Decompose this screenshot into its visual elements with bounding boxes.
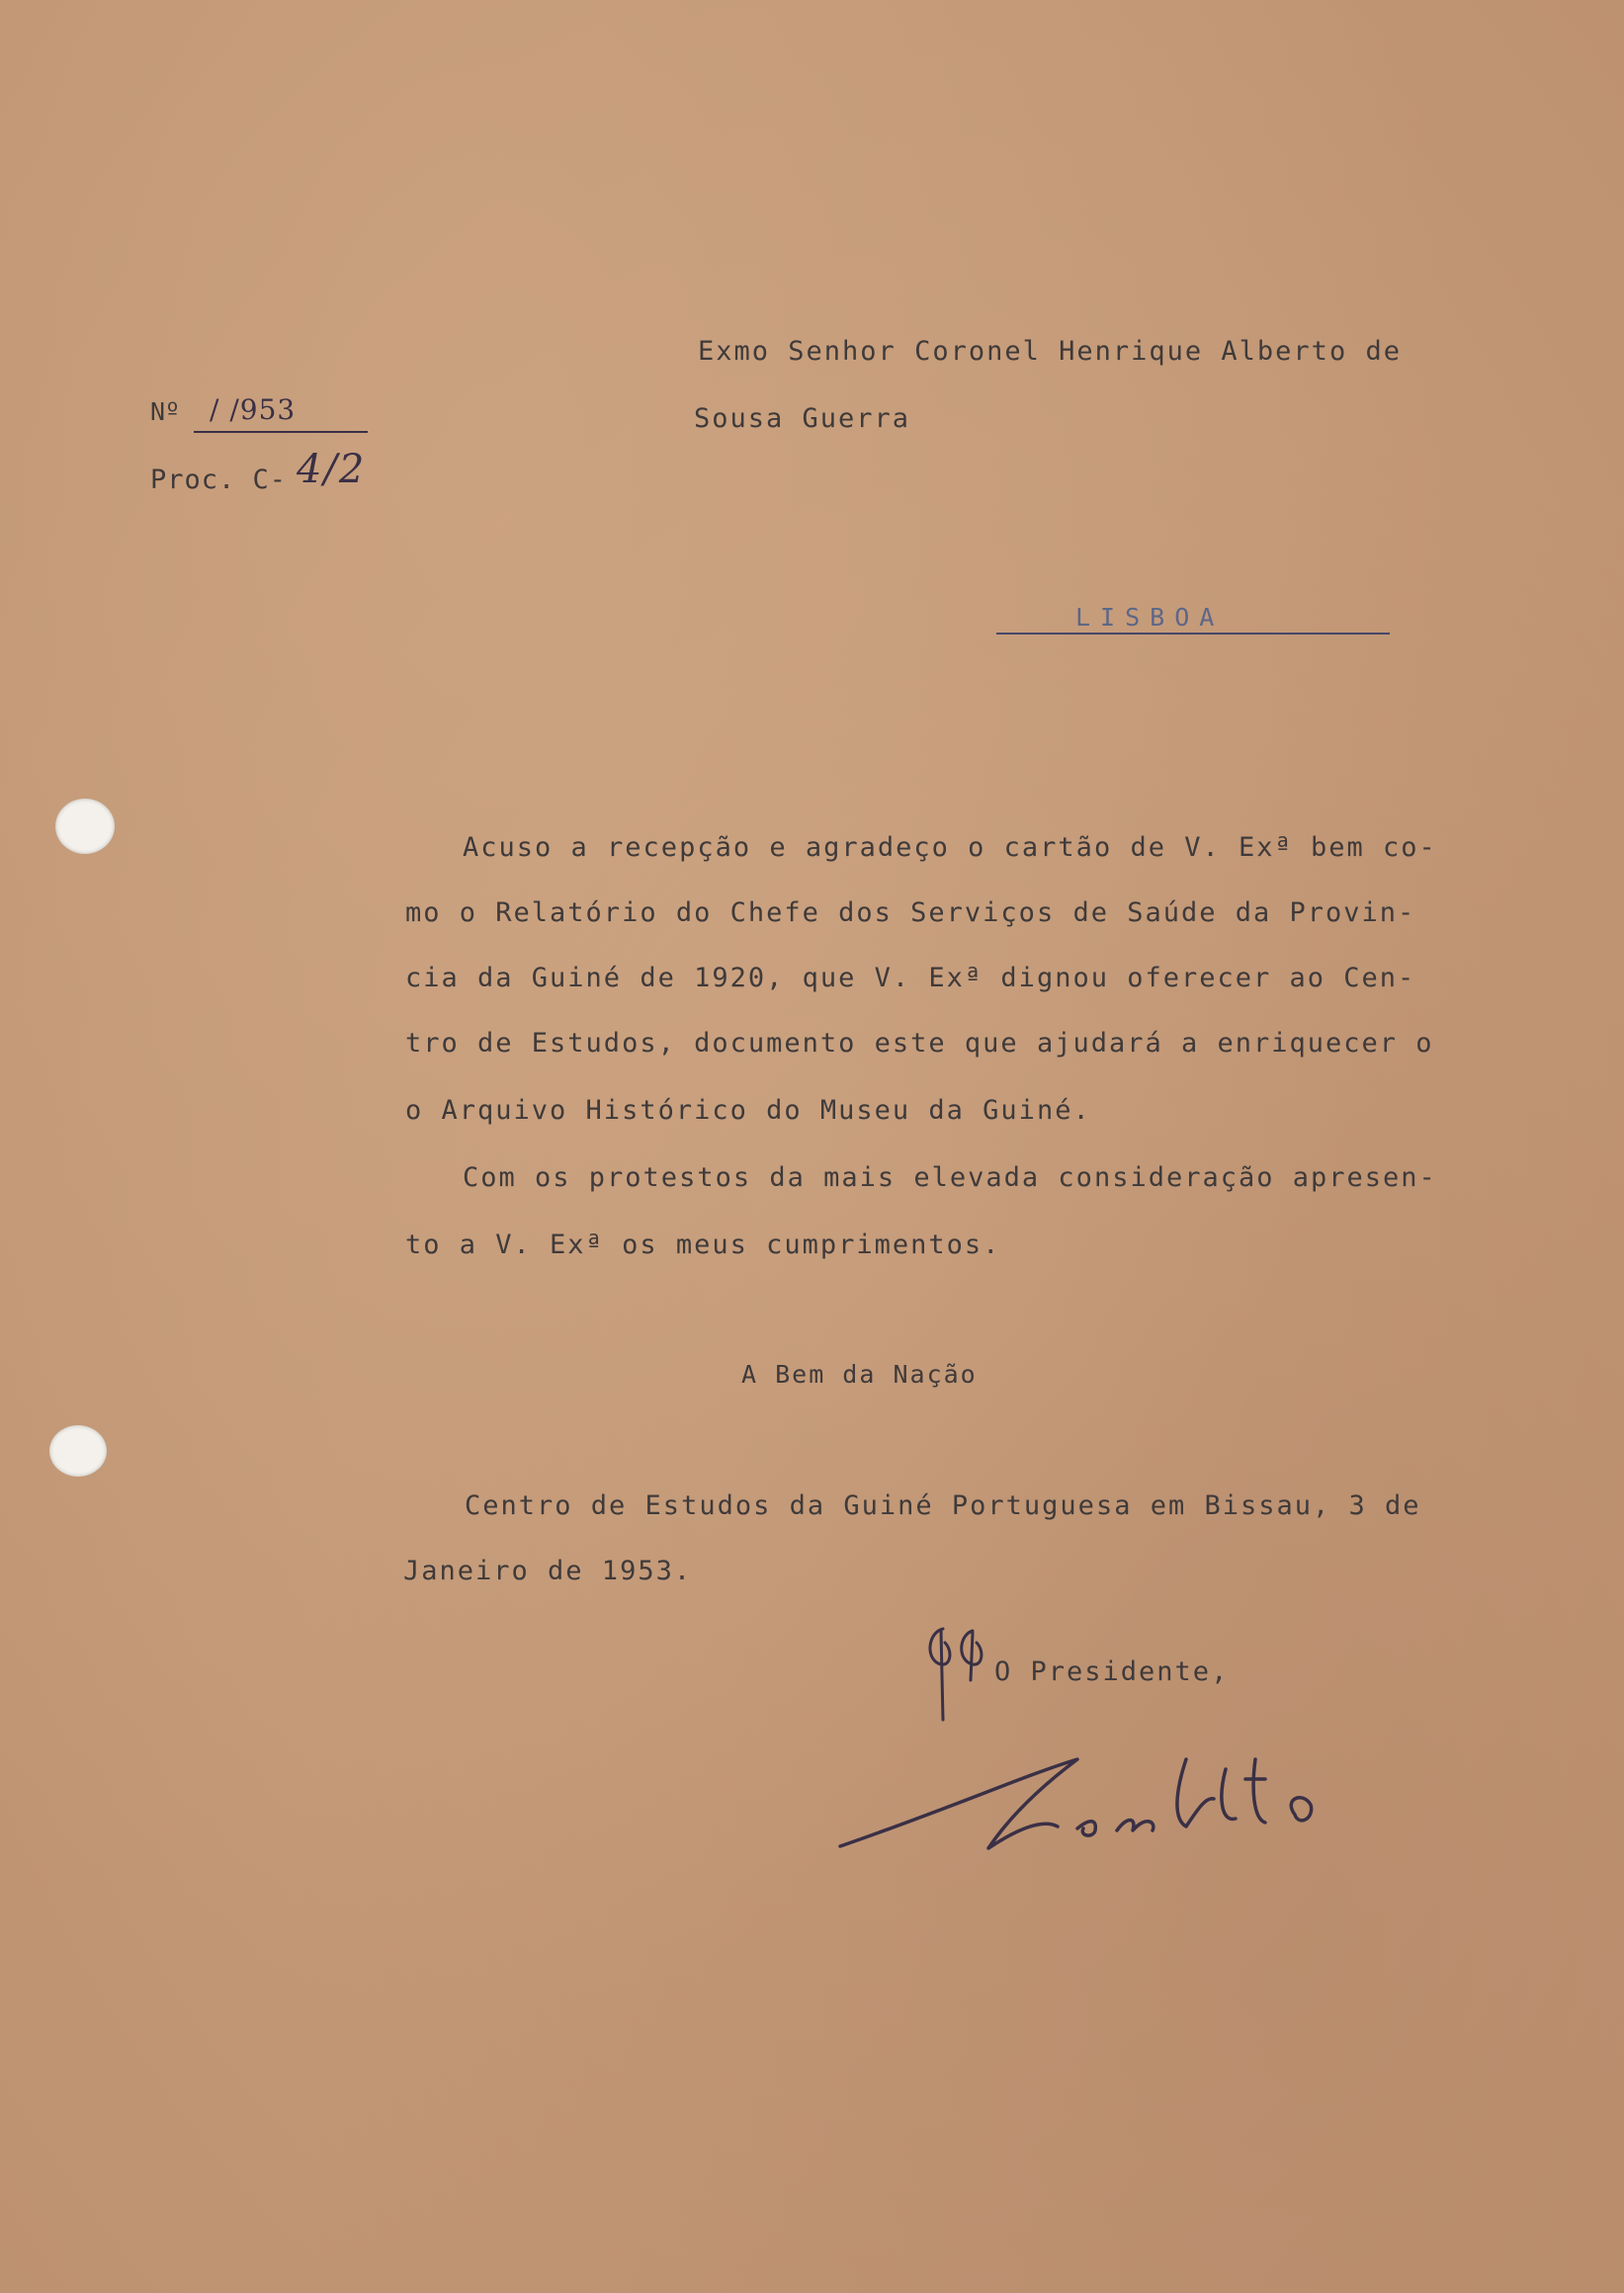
body-line: Com os protestos da mais elevada consideração apresen- (463, 1162, 1437, 1193)
city-underline (996, 633, 1390, 635)
body-line: tro de Estudos, documento este que ajudará a enriquecer o (405, 1028, 1434, 1059)
body-line: o Arquivo Histórico do Museu da Guiné. (405, 1095, 1091, 1126)
closing-salutation: A Bem da Nação (741, 1360, 978, 1389)
addressee-line-1: Exmo Senhor Coronel Henrique Alberto de (698, 336, 1402, 367)
punch-hole-top (55, 799, 115, 854)
handwritten-pp-mark (921, 1621, 1000, 1730)
reference-process-label: Proc. C- (150, 465, 288, 495)
place-date-line-2: Janeiro de 1953. (403, 1556, 693, 1586)
body-line: mo o Relatório do Chefe dos Serviços de Saúde da Provin- (405, 897, 1416, 928)
addressee-line-2: Sousa Guerra (694, 403, 911, 434)
punch-hole-bottom (49, 1425, 107, 1477)
signature-title: O Presidente, (994, 1656, 1230, 1687)
handwritten-signature (830, 1720, 1344, 1868)
addressee-city: LISBOA (1075, 603, 1225, 632)
reference-number-underline (194, 431, 368, 433)
place-date-line-1: Centro de Estudos da Guiné Portuguesa em Bissau, 3 de (465, 1490, 1421, 1521)
body-line: cia da Guiné de 1920, que V. Exª dignou oferecer ao Cen- (405, 963, 1416, 993)
reference-number-label: Nº (150, 397, 181, 426)
body-line: Acuso a recepção e agradeço o cartão de V. Exª bem co- (463, 832, 1437, 863)
reference-number-value: / /953 (210, 393, 297, 426)
body-line: to a V. Exª os meus cumprimentos. (405, 1230, 1001, 1260)
reference-process-value: 4/2 (297, 447, 367, 492)
